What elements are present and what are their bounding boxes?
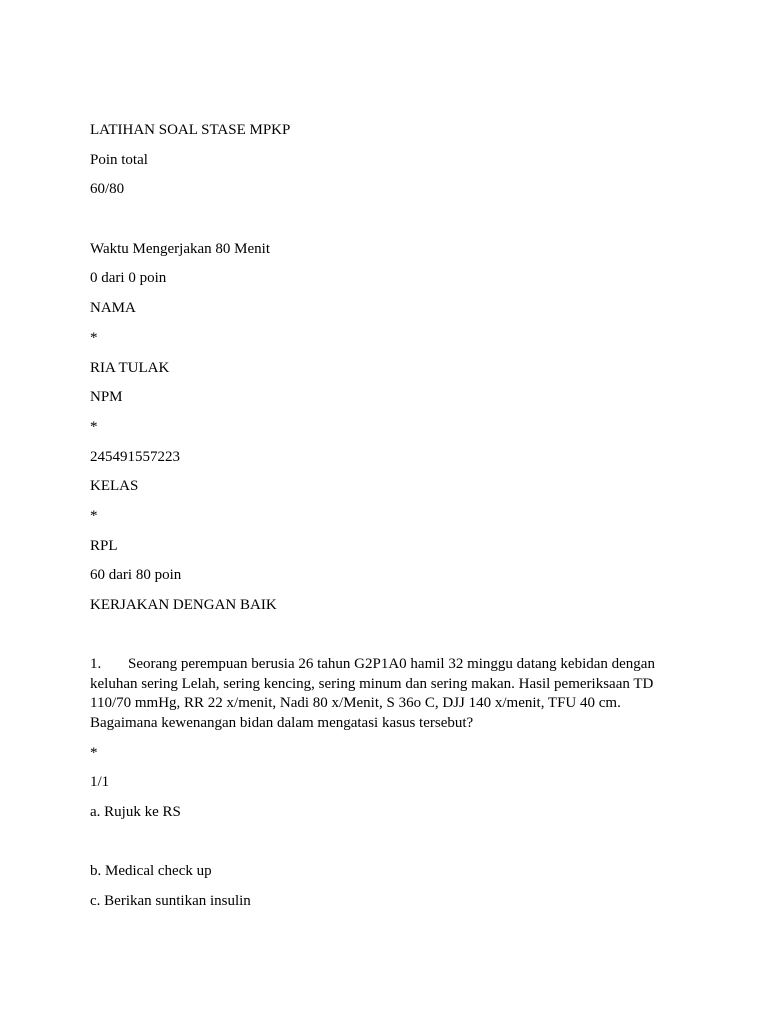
class-field-value: RPL	[90, 537, 118, 554]
question-1-required-mark: *	[90, 744, 98, 761]
question-1-option-b: b. Medical check up	[90, 863, 212, 880]
question-1-score: 1/1	[90, 774, 110, 791]
name-field-label: NAMA	[90, 300, 136, 317]
time-limit-text: Waktu Mengerjakan 80 Menit	[90, 240, 270, 257]
class-required-mark: *	[90, 507, 98, 524]
class-field-label: KELAS	[90, 478, 139, 495]
section-points: 60 dari 80 poin	[90, 567, 182, 584]
npm-field-value: 245491557223	[90, 448, 180, 465]
npm-field-label: NPM	[90, 389, 123, 406]
question-1-option-c: c. Berikan suntikan insulin	[90, 893, 251, 909]
name-field-value: RIA TULAK	[90, 359, 170, 376]
spacer	[90, 833, 670, 863]
section-instruction: KERJAKAN DENGAN BAIK	[90, 597, 277, 613]
question-1-number: 1.	[90, 656, 102, 673]
total-points-label: Poin total	[90, 151, 148, 168]
spacer	[90, 210, 670, 240]
npm-required-mark: *	[90, 418, 98, 435]
form-title: LATIHAN SOAL STASE MPKP	[90, 122, 291, 138]
spacer	[90, 626, 670, 656]
name-required-mark: *	[90, 329, 98, 346]
document-page	[90, 121, 670, 922]
info-section-points: 0 dari 0 poin	[90, 270, 167, 287]
question-1-body: Seorang perempuan berusia 26 tahun G2P1A0 hamil 32 minggu datang kebidan dengan keluhan sering Lelah, sering kencing, sering minum dan sering makan. Hasil pemeriksaan TD 110/70 mmHg, RR 22 x/menit, Nadi 80 x/Menit, S 36o C, DJJ 140 x/menit, TFU 40 cm. Bagaimana kewenangan bidan dalam mengatasi kasus tersebut?	[90, 656, 655, 731]
question-1-text	[90, 655, 670, 733]
total-points-value: 60/80	[90, 181, 125, 198]
question-1-option-a: a. Rujuk ke RS	[90, 803, 181, 820]
